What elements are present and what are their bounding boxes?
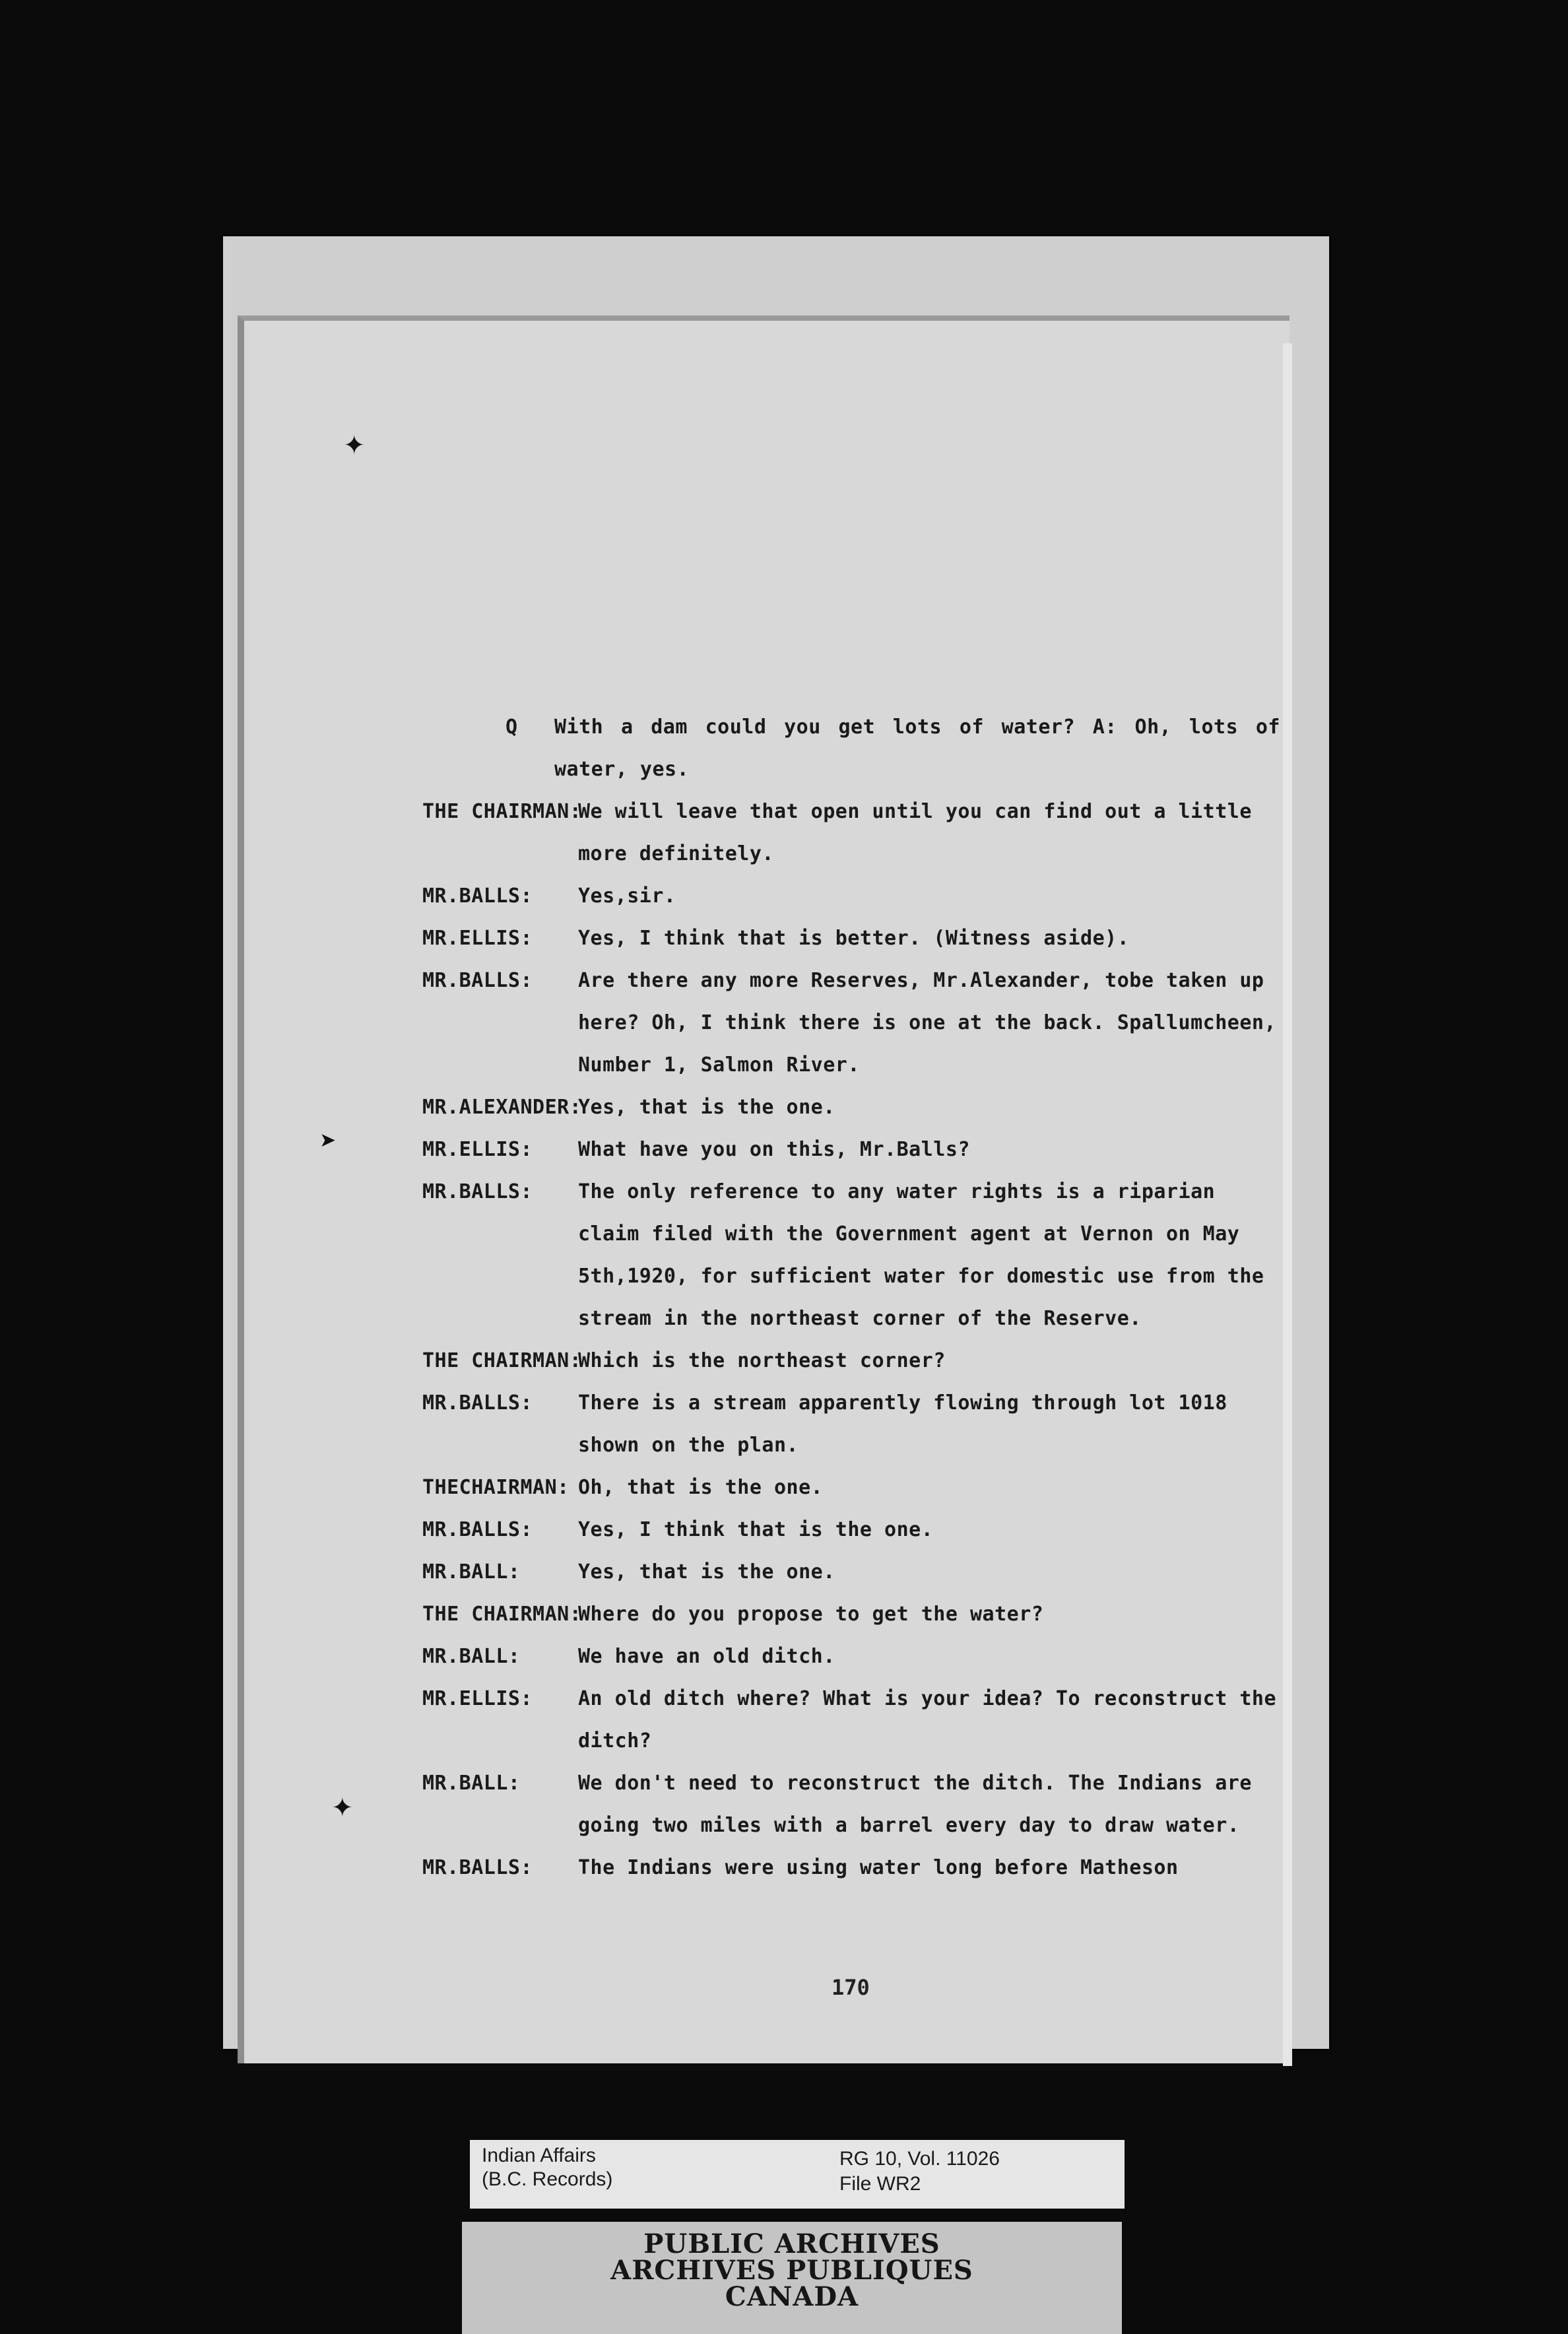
speaker-label: THE CHAIRMAN:	[422, 1349, 582, 1372]
transcript-entry	[422, 1129, 1280, 1171]
speech-text: Which is the northeast corner?	[578, 1349, 946, 1372]
stamp-line-3: CANADA	[725, 2281, 859, 2312]
speech-text: The only reference to any water rights is a riparian claim filed with the Government agent at Vernon on May 5th,1920, for sufficient water for domestic use from the stream in the northeast corner of the Reserve.	[578, 1180, 1264, 1330]
transcript-entry	[422, 1340, 1280, 1382]
transcript-entry	[422, 875, 1280, 917]
transcript-entry	[422, 791, 1280, 875]
speaker-label: MR.BALLS:	[422, 884, 533, 908]
speaker-label: THE CHAIRMAN:	[422, 800, 582, 823]
speaker-label: THE CHAIRMAN:	[422, 1603, 582, 1626]
punch-mark-bottom: ✦	[331, 1793, 354, 1823]
speech-text: With a dam could you get lots of water? A: Oh, lots of water, yes.	[554, 716, 1280, 781]
speech-text: Yes, I think that is the one.	[578, 1518, 934, 1541]
speaker-label: MR.ALEXANDER:	[422, 1096, 582, 1119]
label-department: Indian Affairs	[482, 2145, 596, 2166]
speaker-label: Q	[506, 716, 518, 739]
speaker-label: MR.BALL:	[422, 1645, 521, 1668]
speaker-label: MR.BALLS:	[422, 1180, 533, 1203]
transcript-entry	[422, 1171, 1280, 1340]
transcript-entry	[422, 917, 1280, 960]
archive-label	[470, 2140, 1125, 2209]
speech-text: Yes, I think that is better. (Witness aside).	[578, 927, 1130, 950]
transcript-entry	[422, 1593, 1280, 1636]
speaker-label: MR.BALL:	[422, 1772, 521, 1795]
transcript-entry	[422, 960, 1280, 1086]
stamp-line-1: PUBLIC ARCHIVES	[643, 2228, 940, 2259]
speech-text: Yes, that is the one.	[578, 1096, 835, 1119]
speaker-label: THECHAIRMAN:	[422, 1476, 570, 1499]
transcript-entry	[422, 1636, 1280, 1678]
speech-text: An old ditch where? What is your idea? To reconstruct the ditch?	[578, 1687, 1277, 1752]
label-records: (B.C. Records)	[482, 2168, 613, 2190]
speech-text: We will leave that open until you can find out a little more definitely.	[578, 800, 1252, 865]
transcript-body	[422, 706, 1280, 1889]
transcript-entry	[422, 1086, 1280, 1129]
page-number: 170	[832, 1975, 870, 2000]
tick-mark: ➤	[319, 1129, 337, 1152]
speech-text: Are there any more Reserves, Mr.Alexander, tobe taken up here? Oh, I think there is one at the back. Spallumcheen, Number 1, Salmon River.	[578, 969, 1277, 1077]
speech-text: Oh, that is the one.	[578, 1476, 824, 1499]
speech-text: Where do you propose to get the water?	[578, 1603, 1044, 1626]
speaker-label: MR.BALLS:	[422, 969, 533, 992]
archive-stamp	[462, 2228, 1122, 2312]
punch-mark-top: ✦	[343, 430, 366, 461]
transcript-entry	[422, 1847, 1280, 1889]
speaker-label: MR.BALLS:	[422, 1856, 533, 1879]
stamp-line-2: ARCHIVES PUBLIQUES	[610, 2255, 973, 2286]
transcript-entry	[422, 1678, 1280, 1762]
speaker-label: MR.ELLIS:	[422, 1687, 533, 1710]
transcript-entry	[422, 706, 1280, 791]
speech-text: The Indians were using water long before Matheson	[578, 1856, 1179, 1879]
label-volume: RG 10, Vol. 11026	[839, 2148, 1000, 2170]
speaker-label: MR.ELLIS:	[422, 1138, 533, 1161]
label-file: File WR2	[839, 2173, 921, 2195]
transcript-entry	[422, 1509, 1280, 1551]
speech-text: What have you on this, Mr.Balls?	[578, 1138, 970, 1161]
speaker-label: MR.BALLS:	[422, 1391, 533, 1415]
speech-text: Yes, that is the one.	[578, 1560, 835, 1584]
transcript-entry	[422, 1382, 1280, 1467]
speech-text: There is a stream apparently flowing through lot 1018 shown on the plan.	[578, 1391, 1227, 1457]
transcript-entry	[422, 1762, 1280, 1847]
speaker-label: MR.BALLS:	[422, 1518, 533, 1541]
speech-text: We have an old ditch.	[578, 1645, 835, 1668]
transcript-entry	[422, 1551, 1280, 1593]
transcript-entry	[422, 1467, 1280, 1509]
speech-text: Yes,sir.	[578, 884, 676, 908]
page-edge	[1283, 343, 1292, 2066]
speaker-label: MR.BALL:	[422, 1560, 521, 1584]
speaker-label: MR.ELLIS:	[422, 927, 533, 950]
speech-text: We don't need to reconstruct the ditch. The Indians are going two miles with a barrel every day to draw water.	[578, 1772, 1252, 1837]
